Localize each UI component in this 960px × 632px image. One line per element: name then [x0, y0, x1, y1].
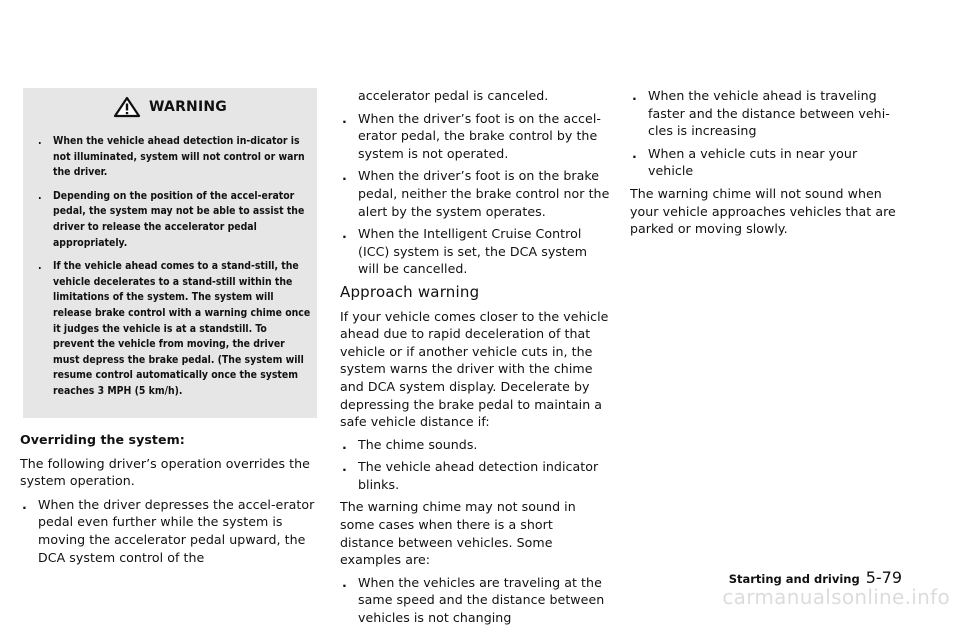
page-number: 5-79	[865, 568, 902, 587]
warning-item	[35, 189, 311, 251]
continued-text: accelerator pedal is canceled.	[358, 88, 549, 103]
warning-item	[35, 259, 311, 399]
example-bullet-text: When a vehicle cuts in near your vehicle	[648, 145, 858, 179]
overriding-bullet-text: When the Intelligent Cruise Control (ICC) system is set, the DCA system will be cancelled.	[358, 226, 588, 277]
warning-title: WARNING	[149, 99, 227, 115]
warning-box	[23, 88, 317, 418]
watermark: carmanualsonline.info	[722, 585, 950, 609]
warning-triangle-icon	[113, 96, 141, 118]
overriding-bullet	[20, 496, 318, 566]
column-three	[630, 87, 900, 243]
example-bullet	[630, 87, 900, 140]
bullet-dot: .	[38, 260, 42, 273]
overriding-heading: Overriding the system:	[20, 432, 185, 447]
overriding-bullet	[340, 225, 610, 278]
bullet-dot: .	[342, 168, 347, 184]
overriding-bullet-text: When the driver’s foot is on the brake pedal, neither the brake control nor the alert by the system operates.	[358, 168, 610, 219]
overriding-section	[20, 431, 318, 571]
bullet-dot: .	[342, 110, 347, 126]
example-bullet	[340, 574, 610, 627]
bullet-dot: .	[342, 436, 347, 452]
warning-item	[35, 134, 311, 181]
overriding-bullet	[340, 110, 610, 163]
overriding-bullet-text: When the driver depresses the accel-erator pedal even further while the system is moving the accelerator pedal upward, the DCA system control of the	[38, 496, 315, 565]
bullet-dot: .	[38, 135, 42, 147]
approach-bullet-text: The vehicle ahead detection indicator blinks.	[358, 459, 599, 492]
overriding-bullet-text: When the driver’s foot is on the accel-erator pedal, the brake control by the system is not operated.	[358, 110, 601, 161]
overriding-intro: The following driver’s operation overrides the system operation.	[20, 455, 310, 489]
approach-paragraph-2: The warning chime may not sound in some cases when there is a short distance between vehicles. Some examples are:	[340, 499, 576, 568]
example-bullet-text: When the vehicles are traveling at the same speed and the distance between vehicles is not changing	[358, 574, 605, 626]
warning-item-text: Depending on the position of the accel-erator pedal, the system may not be able to assist the driver to release the accelerator pedal appropriately.	[53, 189, 305, 249]
column-two	[340, 87, 610, 632]
approach-heading: Approach warning	[340, 282, 480, 301]
approach-paragraph-3: The warning chime will not sound when your vehicle approaches vehicles that are parked or moving slowly.	[630, 185, 896, 237]
bullet-dot: .	[342, 226, 347, 242]
bullet-dot: .	[38, 189, 42, 202]
bullet-dot: .	[342, 574, 347, 590]
example-bullet	[630, 145, 900, 180]
warning-item-text: If the vehicle ahead comes to a stand-still, the vehicle decelerates to a stand-still within the limitations of the system. The system will release brake control with a warning chime once it judges the vehicle is at a standstill. To prevent the vehicle from moving, the driver must depress the brake pedal. (The system will resume control automatically once the system reaches 3 MPH (5 km/h).	[53, 260, 311, 397]
approach-paragraph: If your vehicle comes closer to the vehicle ahead due to rapid deceleration of that vehicle or if another vehicle cuts in, the system warns the driver with the chime and DCA system display. Decelerate by depressing the brake pedal to maintain a safe vehicle distance if:	[340, 308, 609, 430]
overriding-bullet	[340, 167, 610, 220]
bullet-dot: .	[342, 459, 347, 475]
approach-bullet-text: The chime sounds.	[358, 436, 478, 452]
bullet-dot: .	[632, 145, 637, 161]
footer-section-title: Starting and driving	[728, 572, 860, 586]
approach-bullet	[340, 458, 610, 493]
bullet-dot: .	[22, 496, 27, 512]
warning-item-text: When the vehicle ahead detection in-dicator is not illuminated, system will not control or warn the driver.	[53, 135, 305, 179]
approach-bullet	[340, 436, 610, 454]
bullet-dot: .	[632, 88, 637, 103]
example-bullet-text: When the vehicle ahead is traveling faster and the distance between vehi-cles is increasing	[648, 88, 890, 139]
warning-list	[35, 134, 311, 408]
warning-header	[23, 88, 317, 126]
